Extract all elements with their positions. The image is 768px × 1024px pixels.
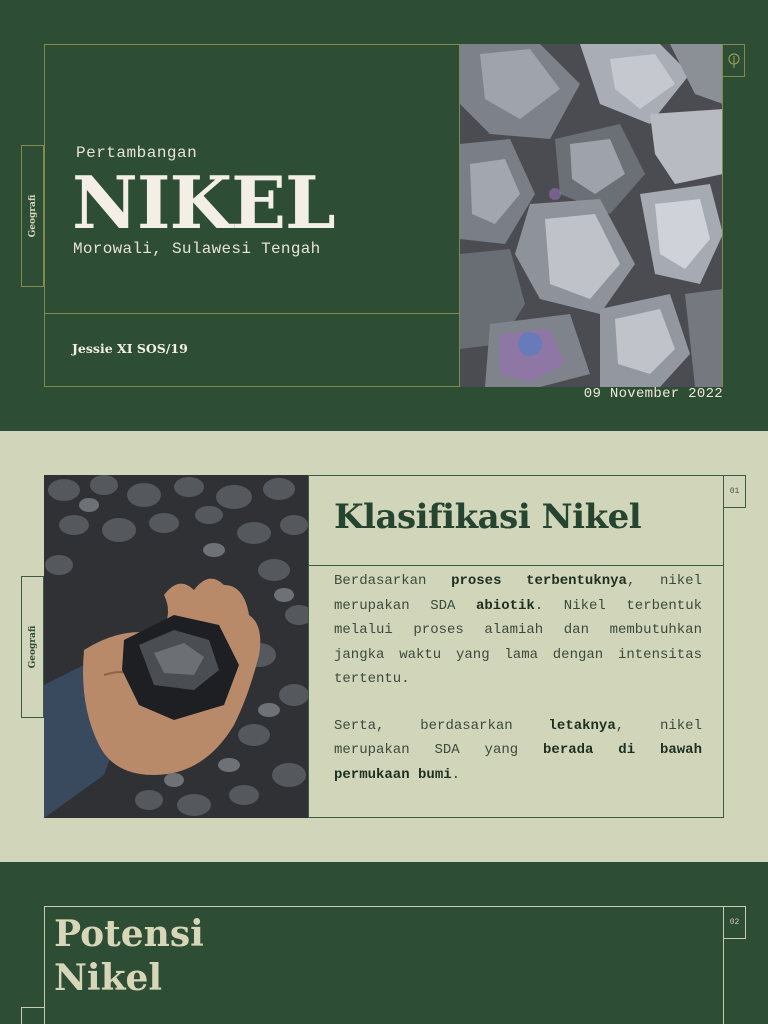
emphasis: letaknya	[548, 717, 616, 734]
main-title: NIKEL	[72, 160, 335, 245]
title-line: Nikel	[54, 957, 163, 999]
nickel-ore-photo	[460, 44, 723, 387]
slide-number: 01	[724, 475, 746, 508]
headline-divider	[309, 565, 723, 566]
hand-holding-ore-photo	[44, 475, 308, 818]
side-tab-label: Geografi	[27, 194, 38, 238]
paragraph-location	[334, 714, 702, 788]
text: Serta, berdasarkan	[334, 717, 549, 734]
author: Jessie XI SOS/19	[72, 341, 188, 356]
slide-number: 02	[724, 906, 746, 939]
section-title	[54, 912, 204, 1000]
emphasis: berada di bawah permukaan bumi	[334, 742, 702, 783]
title-slide	[0, 0, 768, 431]
title-divider	[44, 313, 460, 314]
leaf-icon	[727, 53, 741, 69]
corner-badge	[723, 44, 745, 77]
section-body	[334, 569, 702, 809]
text: , nikel merupakan SDA yang	[334, 717, 702, 758]
text: Berdasarkan	[334, 573, 452, 589]
side-tab	[21, 145, 44, 287]
side-tab	[21, 1007, 44, 1024]
side-tab	[21, 576, 44, 718]
potential-slide	[0, 862, 768, 1024]
paragraph-formation	[334, 569, 702, 692]
emphasis: abiotik	[476, 597, 535, 614]
emphasis: proses terbentuknya	[451, 573, 627, 589]
text: .	[451, 766, 461, 783]
side-tab-label: Geografi	[27, 625, 38, 669]
text: . Nikel terbentuk melalui proses alamiah dan membutuhkan jangka waktu yang lama dengan intensitas tertentu.	[334, 597, 703, 687]
presentation-date: 09 November 2022	[583, 386, 723, 402]
section-title: Klasifikasi Nikel	[334, 497, 642, 537]
classification-slide	[0, 431, 768, 862]
title-line: Potensi	[54, 913, 204, 955]
pre-title: Pertambangan	[76, 144, 198, 162]
subtitle: Morowali, Sulawesi Tengah	[73, 240, 321, 258]
text: , nikel merupakan SDA	[334, 573, 702, 614]
